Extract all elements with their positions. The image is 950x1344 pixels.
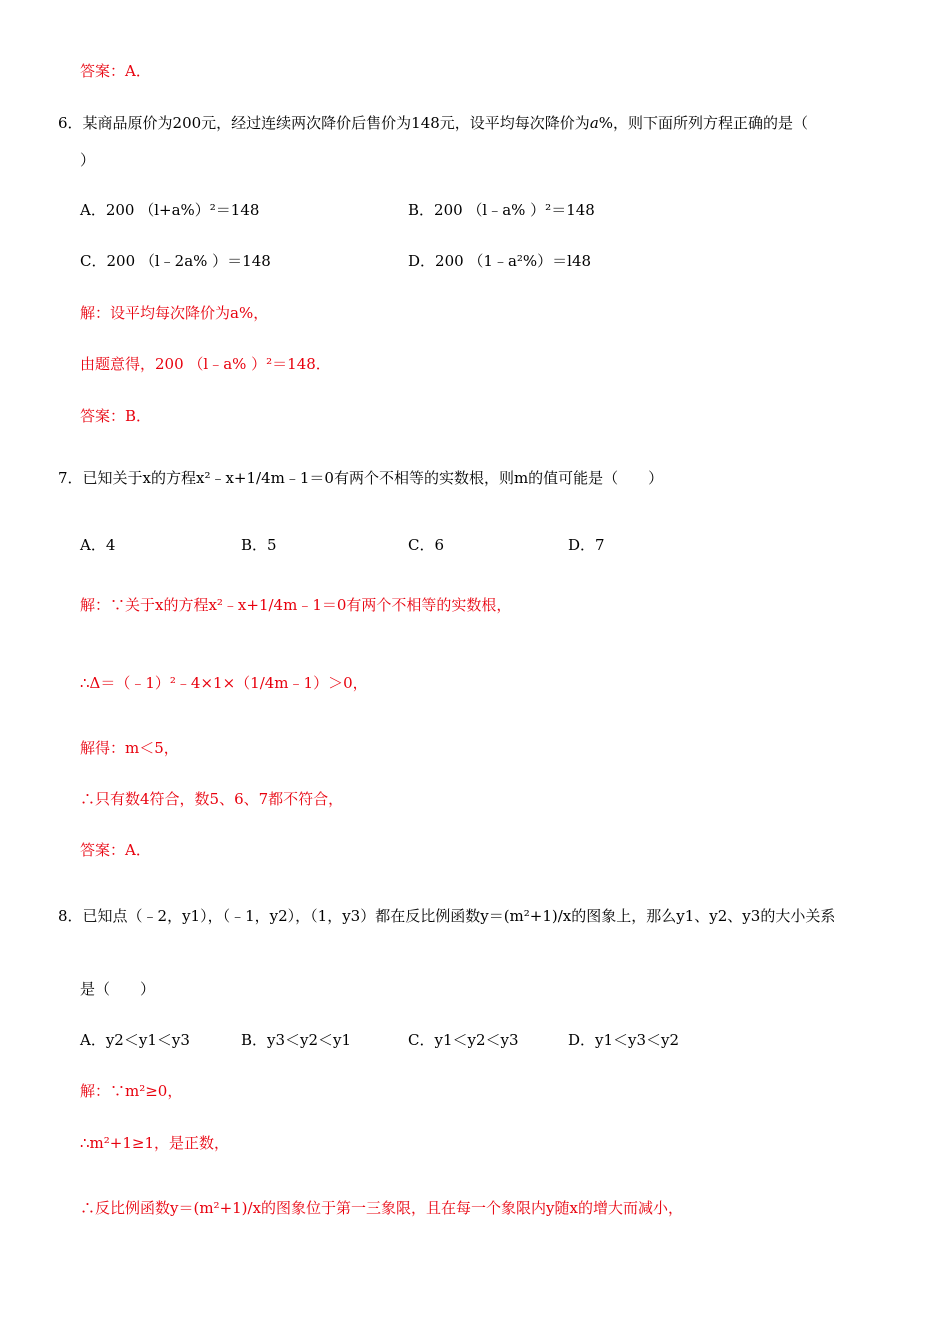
q8-stem-continued: 是（ ） [80, 980, 156, 998]
q7-solution-line-3: 解得：m＜5， [80, 739, 179, 757]
q8-stem: 8．已知点（﹣2，y1），（﹣1，y2），（1，y3）都在反比例函数y＝(m²+1)/x的图象上，那么y1、y2、y3的大小关系 [58, 907, 836, 925]
q8-option-d[interactable]: D．y1＜y3＜y2 [568, 1031, 680, 1049]
q7-solution-line-2: ∴Δ＝（﹣1）²﹣4×1×（1/4m﹣1）＞0， [80, 674, 368, 692]
q6-solution-line-1: 解：设平均每次降价为a%， [80, 304, 269, 322]
q8-option-b[interactable]: B．y3＜y2＜y1 [241, 1031, 352, 1049]
q6-option-d[interactable]: D．200 （1﹣a²%）＝l48 [408, 252, 592, 270]
q8-option-c[interactable]: C．y1＜y2＜y3 [408, 1031, 519, 1049]
q7-answer: 答案：A． [80, 841, 151, 859]
q7-option-d[interactable]: D．7 [568, 536, 605, 554]
q7-solution-line-4: ∴只有数4符合，数5、6、7都不符合， [80, 790, 344, 808]
q6-stem: 6．某商品原价为200元，经过连续两次降价后售价为148元，设平均每次降价为a%，则下面所列方程正确的是（ [58, 114, 809, 132]
q6-stem-close: ） [80, 151, 96, 169]
q6-solution-line-2: 由题意得，200 （l﹣a% ）²＝148． [80, 355, 331, 373]
q5-answer-text: 答案：A． [80, 62, 151, 80]
q7-option-b[interactable]: B．5 [241, 536, 277, 554]
q5-answer [80, 61, 151, 81]
q8-solution-line-3: ∴反比例函数y＝(m²+1)/x的图象位于第一三象限，且在每一个象限内y随x的增大而减小， [80, 1199, 683, 1217]
q8-solution-line-1: 解：∵m²≥0， [80, 1082, 183, 1100]
q7-stem: 7．已知关于x的方程x²﹣x+1/4m﹣1＝0有两个不相等的实数根，则m的值可能是（ ） [58, 469, 664, 487]
q6-option-c[interactable]: C．200 （l﹣2a% ）＝148 [80, 252, 271, 270]
q6-answer: 答案：B． [80, 407, 152, 425]
q7-option-a[interactable]: A．4 [80, 536, 116, 554]
q6-option-b[interactable]: B．200 （l﹣a% ）²＝148 [408, 201, 595, 219]
q8-option-a[interactable]: A．y2＜y1＜y3 [80, 1031, 190, 1049]
q8-solution-line-2: ∴m²+1≥1，是正数， [80, 1134, 230, 1152]
q7-option-c[interactable]: C．6 [408, 536, 445, 554]
q6-option-a[interactable]: A．200 （l+a%）²＝148 [80, 201, 260, 219]
q7-solution-line-1: 解：∵关于x的方程x²﹣x+1/4m﹣1＝0有两个不相等的实数根， [80, 596, 512, 614]
